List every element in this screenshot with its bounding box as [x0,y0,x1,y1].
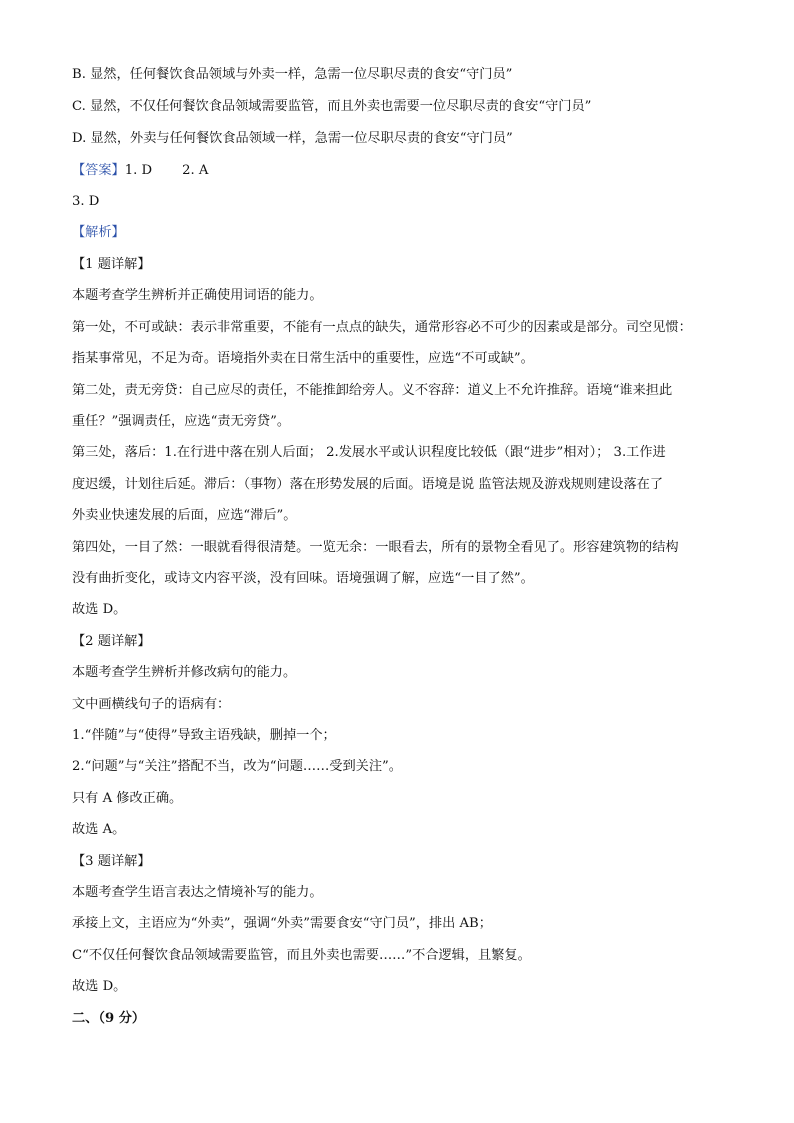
q1-paragraph-3-line-2: 度迟缓，计划往后延。滞后：（事物）落在形势发展的后面。语境是说 监管法规及游戏规则建设落在了 [72,477,664,492]
option-d: D. 显然，外卖与任何餐饮食品领域一样，急需一位尽职尽责的食安“守门员” [72,131,513,146]
q1-paragraph-1-line-1: 第一处，不可或缺：表示非常重要，不能有一点点的缺失，通常形容必不可少的因素或是部分。司空见惯： [72,320,692,335]
q1-paragraph-3-line-3: 外卖业快速发展的后面，应选“滞后”。 [72,508,297,523]
q2-conclusion: 故选 A。 [72,822,126,837]
q1-conclusion: 故选 D。 [72,602,127,617]
q1-heading: 【1 题详解】 [72,257,151,272]
q2-item-1: 1.“伴随”与“使得”导致主语残缺，删掉一个； [72,728,336,743]
section-heading: 二、（9 分） [72,1011,146,1026]
q3-conclusion: 故选 D。 [72,979,127,994]
q2-item-2: 2.“问题”与“关注”搭配不当，改为“问题……受到关注”。 [72,759,402,774]
q3-heading: 【3 题详解】 [72,854,151,869]
q3-line-2: C“不仅任何餐饮食品领域需要监管，而且外卖也需要……”不合逻辑，且繁复。 [72,948,531,963]
q1-intro: 本题考查学生辨析并正确使用词语的能力。 [72,288,323,303]
q2-heading: 【2 题详解】 [72,634,151,649]
option-c: C. 显然，不仅任何餐饮食品领域需要监管，而且外卖也需要一位尽职尽责的食安“守门员” [72,99,592,114]
answer-part-2: 2. A [182,163,209,178]
q1-paragraph-3-line-1: 第三处，落后：1.在行进中落在别人后面； 2.发展水平或认识程度比较低（跟“进步”相对）； 3.工作进 [72,445,666,460]
q1-paragraph-4-line-2: 没有曲折变化，或诗文内容平淡，没有回味。语境强调了解，应选“一目了然”。 [72,571,534,586]
analysis-tag: 【解析】 [72,225,125,240]
q3-line-1: 承接上文，主语应为“外卖”，强调“外卖”需要食安“守门员”，排出 AB； [72,916,492,931]
option-b: B. 显然，任何餐饮食品领域与外卖一样，急需一位尽职尽责的食安“守门员” [72,67,513,82]
q1-paragraph-4-line-1: 第四处，一目了然：一眼就看得很清楚。一览无余：一眼看去，所有的景物全看见了。形容建筑物的结构 [72,540,679,555]
q1-paragraph-2-line-2: 重任？”强调责任，应选“责无旁贷”。 [72,414,291,429]
q3-intro: 本题考查学生语言表达之情境补写的能力。 [72,885,323,900]
q2-lead: 文中画横线句子的语病有： [72,697,231,712]
answer-line [72,162,208,180]
q2-intro: 本题考查学生辨析并修改病句的能力。 [72,665,297,680]
q2-only-correct: 只有 A 修改正确。 [72,791,183,806]
answer-part-1: 1. D [124,163,153,178]
answer-part-3: 3. D [72,194,100,209]
q1-paragraph-1-line-2: 指某事常见，不足为奇。语境指外卖在日常生活中的重要性，应选“不可或缺”。 [72,351,534,366]
answer-tag: 【答案】 [72,163,125,178]
q1-paragraph-2-line-1: 第二处，责无旁贷：自己应尽的责任，不能推卸给旁人。义不容辞：道义上不允许推辞。语境“谁来担此 [72,383,673,398]
